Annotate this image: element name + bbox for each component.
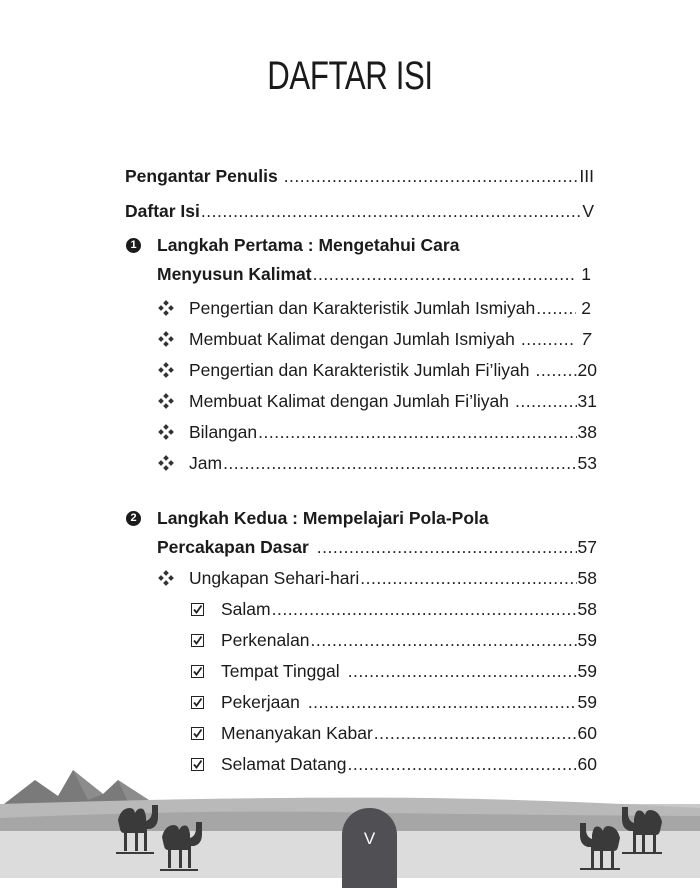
entry-title: Membuat Kalimat dengan Jumlah Ismiyah xyxy=(189,329,515,349)
toc-item[interactable] xyxy=(189,359,597,381)
entry-page: V xyxy=(582,201,594,221)
toc-step1-line1[interactable] xyxy=(157,234,459,256)
toc-item[interactable] xyxy=(189,567,597,589)
diamond-bullet-icon xyxy=(159,571,173,585)
leader-dots xyxy=(360,567,576,589)
step-number-icon: 1 xyxy=(126,238,141,253)
toc-subitem[interactable] xyxy=(221,753,597,775)
entry-page: 60 xyxy=(577,754,597,774)
entry-title: Perkenalan xyxy=(221,630,310,650)
entry-title: Daftar Isi xyxy=(125,201,200,221)
checkbox-checked-icon xyxy=(191,634,204,647)
leader-dots xyxy=(258,421,576,443)
diamond-bullet-icon xyxy=(159,425,173,439)
entry-title: Selamat Datang xyxy=(221,754,347,774)
entry-page: 20 xyxy=(577,360,597,380)
toc-item[interactable] xyxy=(189,390,597,412)
entry-page: 57 xyxy=(577,537,597,557)
toc-entry-pengantar[interactable] xyxy=(125,165,594,187)
entry-page: 2 xyxy=(581,298,591,318)
entry-title: Langkah Pertama : Mengetahui Cara xyxy=(157,235,460,255)
entry-title: Pekerjaan xyxy=(221,692,300,712)
entry-page: 7 xyxy=(581,329,591,349)
leader-dots xyxy=(308,691,577,713)
entry-title: Salam xyxy=(221,599,271,619)
entry-title: Menyusun Kalimat xyxy=(157,264,312,284)
entry-page: 58 xyxy=(577,568,597,588)
entry-title: Bilangan xyxy=(189,422,258,442)
toc-entry-daftar-isi[interactable] xyxy=(125,200,594,222)
leader-dots xyxy=(201,200,581,222)
toc-step2-line1[interactable] xyxy=(157,507,489,529)
entry-page: 38 xyxy=(577,422,597,442)
diamond-bullet-icon xyxy=(159,456,173,470)
diamond-bullet-icon xyxy=(159,363,173,377)
leader-dots xyxy=(348,660,577,682)
entry-page: 60 xyxy=(577,723,597,743)
toc-item[interactable] xyxy=(189,421,597,443)
leader-dots xyxy=(515,390,577,412)
diamond-bullet-icon xyxy=(159,332,173,346)
entry-page: 59 xyxy=(577,630,597,650)
leader-dots xyxy=(317,536,577,558)
leader-dots xyxy=(313,263,577,285)
pyramids-icon xyxy=(4,770,155,804)
diamond-bullet-icon xyxy=(159,301,173,315)
toc-subitem[interactable] xyxy=(221,629,597,651)
leader-dots xyxy=(311,629,577,651)
leader-dots xyxy=(284,165,579,187)
toc-item[interactable] xyxy=(189,452,597,474)
entry-title: Langkah Kedua : Mempelajari Pola-Pola xyxy=(157,508,489,528)
toc-subitem[interactable] xyxy=(221,722,597,744)
entry-title: Pengertian dan Karakteristik Jumlah Fi’liyah xyxy=(189,360,530,380)
entry-title: Membuat Kalimat dengan Jumlah Fi’liyah xyxy=(189,391,510,411)
leader-dots xyxy=(535,359,576,381)
page-number-tab xyxy=(342,808,397,888)
entry-title: Tempat Tinggal xyxy=(221,661,340,681)
entry-title: Pengantar Penulis xyxy=(125,166,278,186)
toc-subitem[interactable] xyxy=(221,598,597,620)
leader-dots xyxy=(374,722,577,744)
diamond-bullet-icon xyxy=(159,394,173,408)
page-title: DAFTAR ISI xyxy=(267,54,433,98)
entry-title: Ungkapan Sehari-hari xyxy=(189,568,360,588)
checkbox-checked-icon xyxy=(191,727,204,740)
entry-page: 58 xyxy=(577,599,597,619)
entry-title: Pengertian dan Karakteristik Jumlah Ismiyah xyxy=(189,298,536,318)
toc-item[interactable] xyxy=(189,328,591,350)
entry-page: 1 xyxy=(581,264,591,284)
checkbox-checked-icon xyxy=(191,603,204,616)
toc-step1-line2[interactable] xyxy=(157,263,591,285)
checkbox-checked-icon xyxy=(191,665,204,678)
toc-item[interactable] xyxy=(189,297,591,319)
toc-subitem[interactable] xyxy=(221,660,597,682)
leader-dots xyxy=(536,297,576,319)
entry-title: Percakapan Dasar xyxy=(157,537,309,557)
entry-page: 59 xyxy=(577,692,597,712)
leader-dots xyxy=(272,598,577,620)
step-number-icon: 2 xyxy=(126,511,141,526)
entry-page: III xyxy=(579,166,594,186)
checkbox-checked-icon xyxy=(191,696,204,709)
leader-dots xyxy=(348,753,577,775)
entry-title: Menanyakan Kabar xyxy=(221,723,373,743)
leader-dots xyxy=(223,452,576,474)
entry-title: Jam xyxy=(189,453,223,473)
entry-page: 53 xyxy=(577,453,597,473)
page-number: V xyxy=(363,829,376,848)
toc-subitem[interactable] xyxy=(221,691,597,713)
entry-page: 31 xyxy=(577,391,597,411)
toc-step2-line2[interactable] xyxy=(157,536,597,558)
leader-dots xyxy=(521,328,576,350)
entry-page: 59 xyxy=(577,661,597,681)
